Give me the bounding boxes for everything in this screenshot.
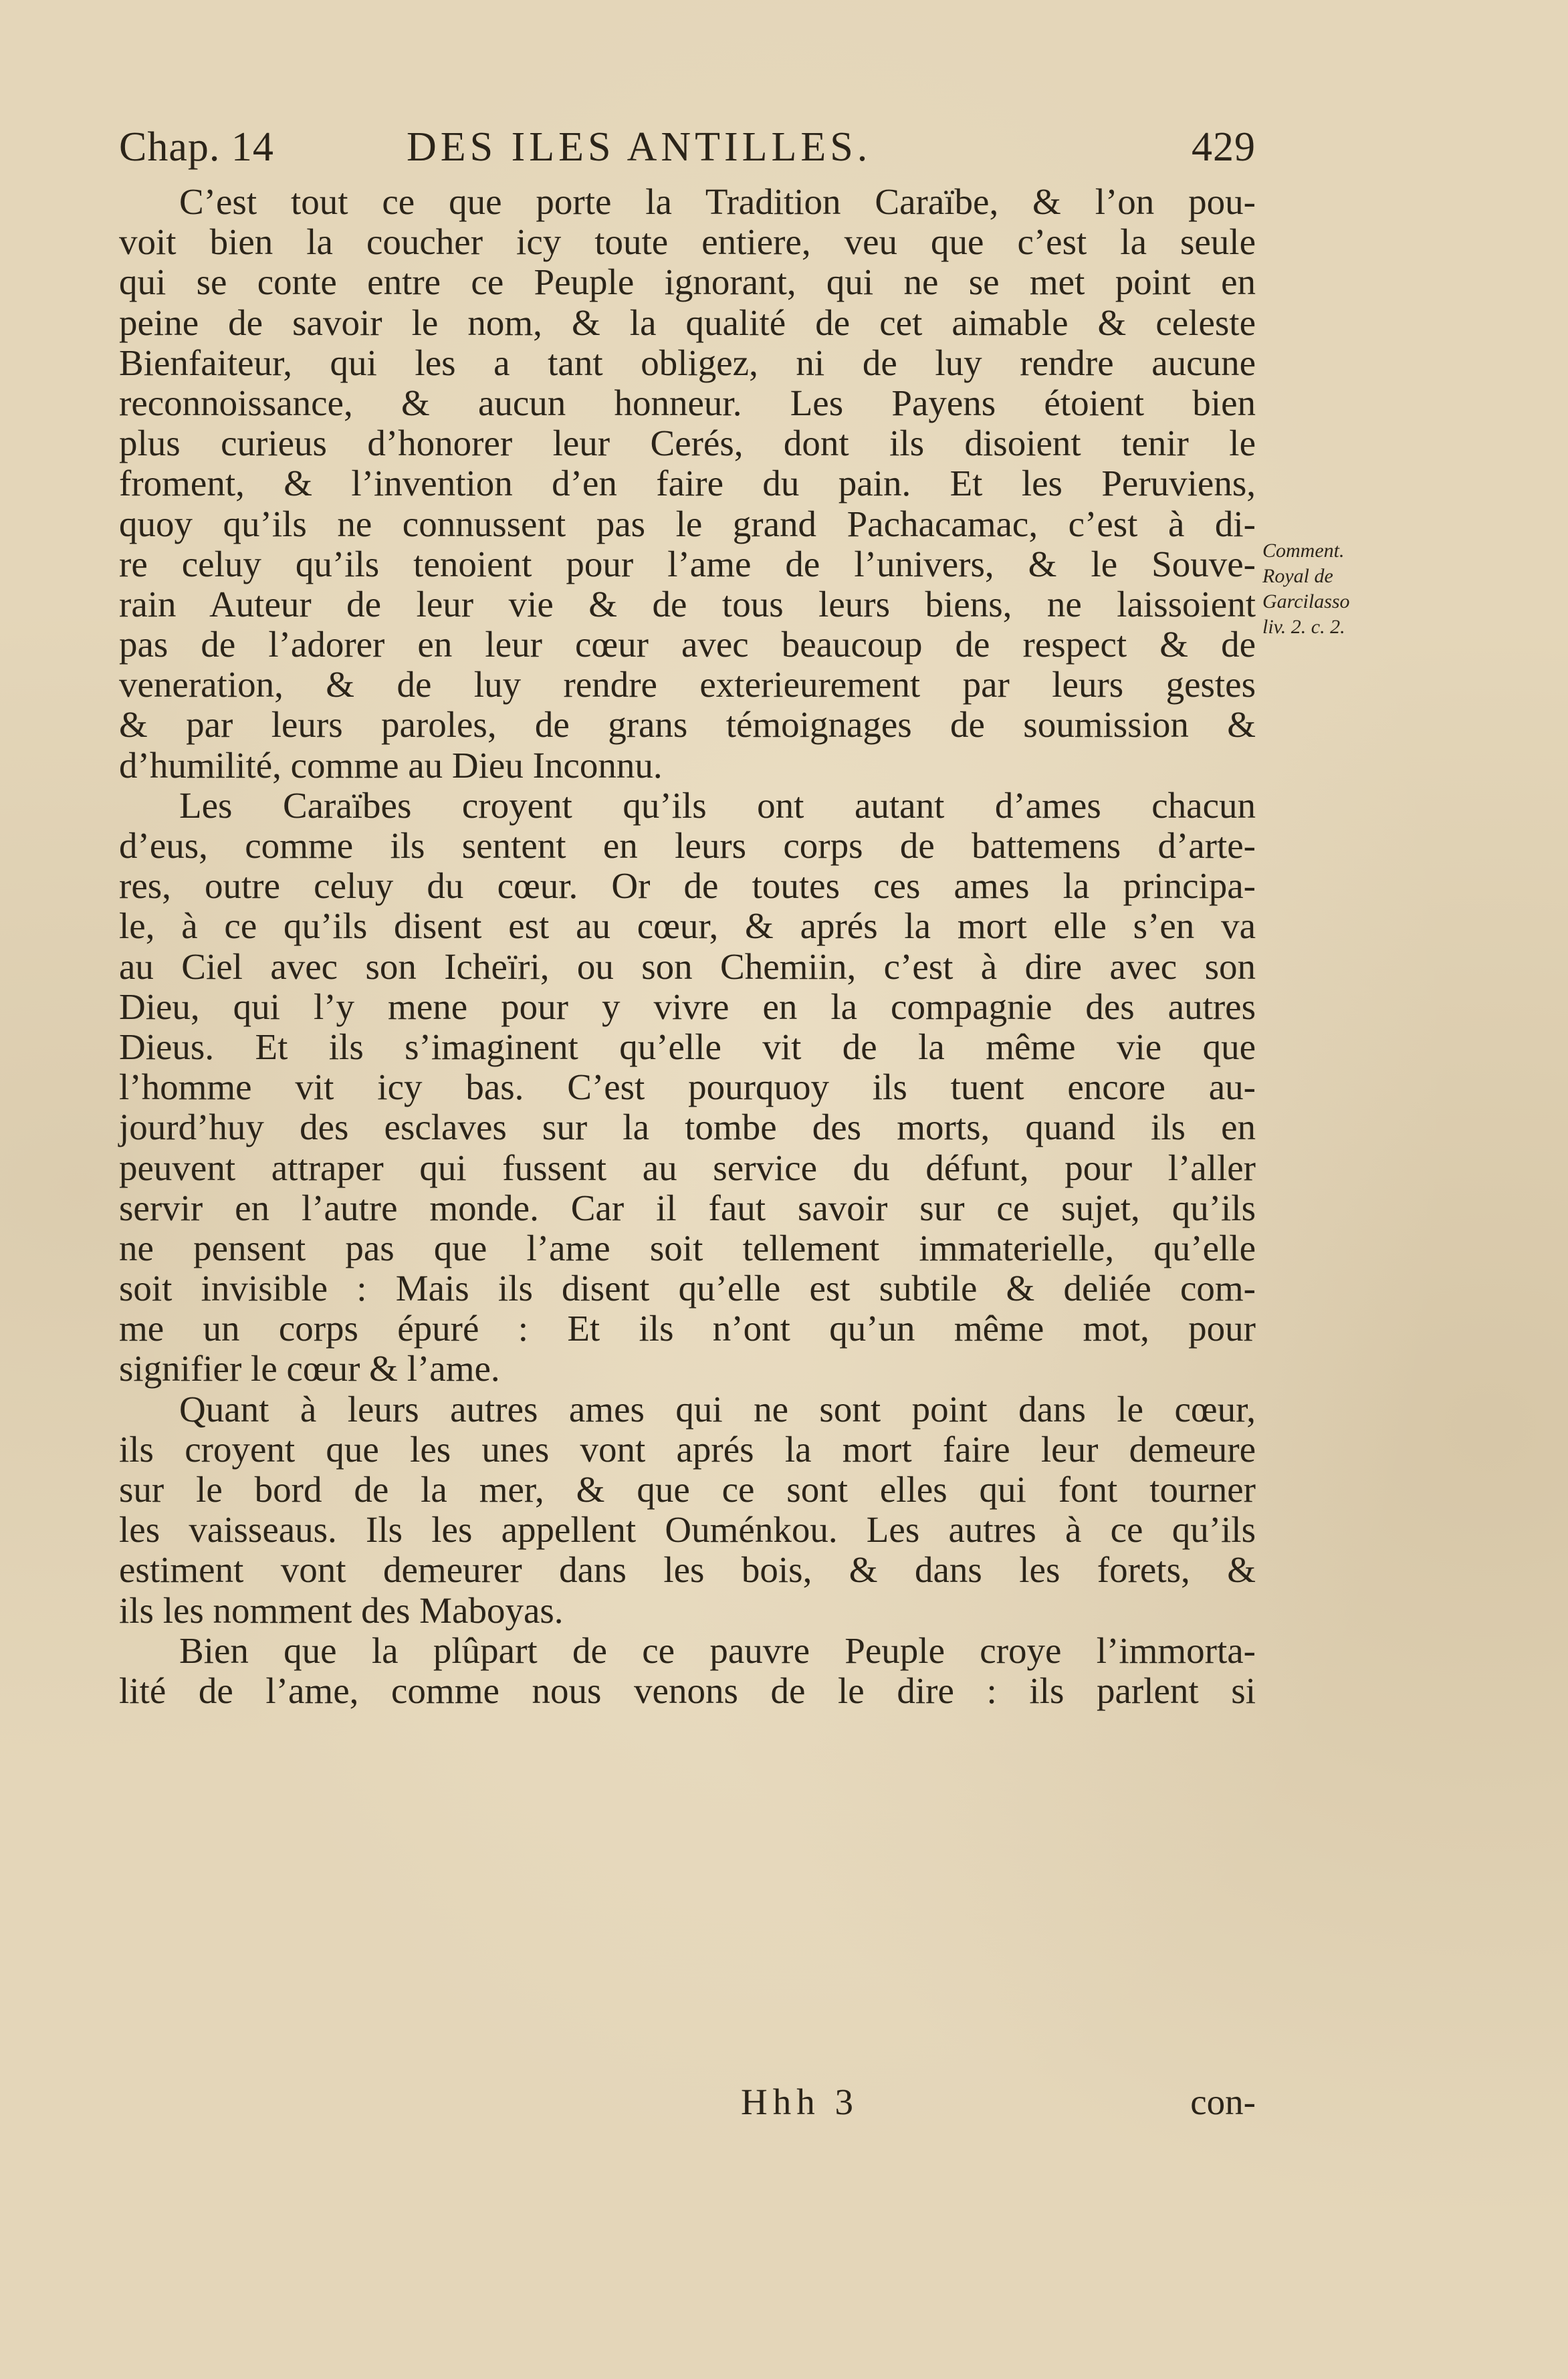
text-line: au Ciel avec son Icheïri, ou son Chemiin, c’est à dire avec son (119, 945, 1256, 987)
text-line: peine de savoir le nom, & la qualité de cet aimable & celeste (119, 302, 1256, 343)
text-line: sur le bord de la mer, & que ce sont elles qui font tourner (119, 1469, 1256, 1510)
text-line: jourd’huy des esclaves sur la tombe des morts, quand ils en (119, 1107, 1256, 1148)
text-line: ne pensent pas que l’ame soit tellement immaterielle, qu’elle (119, 1227, 1256, 1268)
margin-note-line: Garcilasso (1262, 590, 1350, 612)
text-line: servir en l’autre monde. Car il faut savoir sur ce sujet, qu’ils (119, 1187, 1256, 1228)
text-line: reconnoissance, & aucun honneur. Les Payens étoient bien (119, 382, 1256, 423)
text-line: C’est tout ce que porte la Tradition Caraïbe, & l’on pou- (179, 181, 1256, 222)
text-line: qui se conte entre ce Peuple ignorant, qui ne se met point en (119, 261, 1256, 303)
text-line: plus curieus d’honorer leur Cerés, dont ils disoient tenir le (119, 423, 1256, 464)
margin-note-line: Royal de (1262, 565, 1333, 587)
margin-note-line: liv. 2. c. 2. (1262, 616, 1345, 638)
text-line: Quant à leurs autres ames qui ne sont point dans le cœur, (179, 1388, 1256, 1430)
text-line: Bien que la plûpart de ce pauvre Peuple croye l’immorta- (179, 1629, 1256, 1671)
text-line: Dieus. Et ils s’imaginent qu’elle vit de la même vie que (119, 1026, 1256, 1067)
page-number: 429 (1192, 124, 1256, 170)
text-line: lité de l’ame, comme nous venons de le dire : ils parlent si (119, 1670, 1256, 1711)
running-title: DES ILES ANTILLES. (407, 124, 872, 170)
margin-note-line: Comment. (1262, 540, 1345, 562)
text-line: rain Auteur de leur vie & de tous leurs biens, ne laissoient (119, 583, 1256, 625)
text-line: froment, & l’invention d’en faire du pain. Et les Peruviens, (119, 463, 1256, 504)
text-line: estiment vont demeurer dans les bois, & dans les forets, & (119, 1549, 1256, 1591)
text-line: quoy qu’ils ne connussent pas le grand Pachacamac, c’est à di- (119, 503, 1256, 544)
text-line: les vaisseaus. Ils les appellent Ouménkou. Les autres à ce qu’ils (119, 1509, 1256, 1551)
signature-mark: Hhh 3 (741, 2081, 859, 2122)
text-line: veneration, & de luy rendre exterieurement par leurs gestes (119, 664, 1256, 705)
text-line: Bienfaiteur, qui les a tant obligez, ni de luy rendre aucune (119, 342, 1256, 383)
margin-note (1262, 538, 1416, 640)
text-line: d’humilité, comme au Dieu Inconnu. (119, 744, 663, 786)
text-line: re celuy qu’ils tenoient pour l’ame de l’univers, & le Souve- (119, 543, 1256, 584)
catchword: con- (1190, 2081, 1256, 2122)
text-line: l’homme vit icy bas. C’est pourquoy ils tuent encore au- (119, 1066, 1256, 1108)
body-text (119, 182, 1256, 1711)
chapter-label: Chap. 14 (119, 124, 274, 170)
running-head (119, 124, 1256, 177)
text-line: d’eus, comme ils sentent en leurs corps de battemens d’arte- (119, 825, 1256, 866)
text-line: Dieu, qui l’y mene pour y vivre en la compagnie des autres (119, 986, 1256, 1027)
text-line: me un corps épuré : Et ils n’ont qu’un même mot, pour (119, 1308, 1256, 1349)
text-line: voit bien la coucher icy toute entiere, veu que c’est la seule (119, 221, 1256, 263)
page-footer (119, 2081, 1256, 2128)
text-line: le, à ce qu’ils disent est au cœur, & aprés la mort elle s’en va (119, 905, 1256, 947)
text-line: & par leurs paroles, de grans témoignages de soumission & (119, 704, 1256, 746)
text-line: soit invisible : Mais ils disent qu’elle est subtile & deliée com- (119, 1268, 1256, 1309)
text-line: ils croyent que les unes vont aprés la mort faire leur demeure (119, 1428, 1256, 1470)
text-line: res, outre celuy du cœur. Or de toutes ces ames la principa- (119, 865, 1256, 907)
text-line: peuvent attraper qui fussent au service du défunt, pour l’aller (119, 1147, 1256, 1188)
text-line: Les Caraïbes croyent qu’ils ont autant d’ames chacun (179, 784, 1256, 826)
text-line: ils les nomment des Maboyas. (119, 1589, 564, 1631)
text-line: pas de l’adorer en leur cœur avec beaucoup de respect & de (119, 624, 1256, 665)
text-line: signifier le cœur & l’ame. (119, 1348, 500, 1389)
